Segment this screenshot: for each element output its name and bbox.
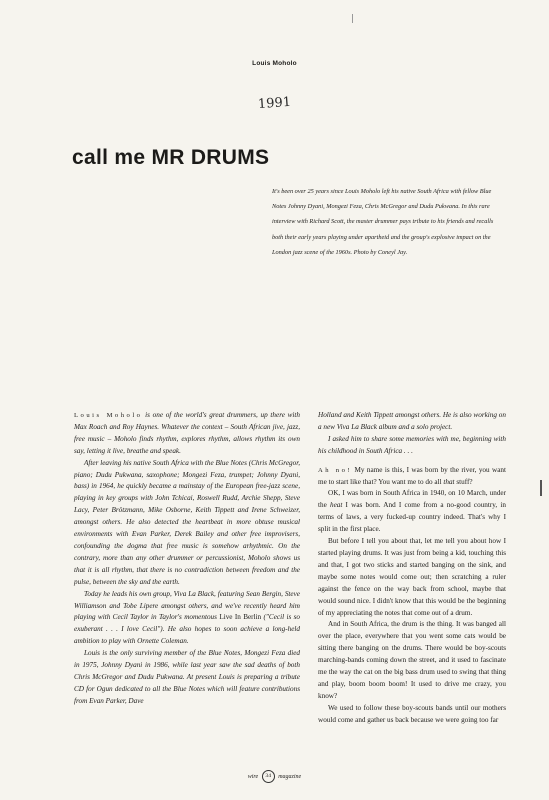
answer-lead: Ah no!: [318, 466, 353, 474]
answer-text-a: My name is this, I was born by the river, you want me to start like that? You want me to do all: [318, 465, 506, 486]
answer-paragraph: We used to follow these boy-scouts bands until our mothers would come and gather us back because we were going too far: [318, 703, 506, 724]
handwritten-year: 1991: [257, 94, 292, 113]
margin-mark: [352, 14, 353, 23]
article-intro-column: [74, 410, 300, 708]
answer-text-b: I was born. And I come from a no-good country, in terms of laws, a very fucked-up country indeed. That's why I split in the first place.: [318, 501, 506, 534]
page-number: 34: [262, 770, 275, 783]
standfirst: It's been over 25 years since Louis Moholo left his native South Africa with fellow Blue Notes Johnny Dyani, Mongezi Feza, Chris McGregor and Dudu Pukwana. In this rare interview with Richard Scott, the master drummer pays tribute to his friends and recalls both their early years playing under apartheid and the group's explosive impact on the London jazz scene of the 1960s. Photo by Coneyl Jay.: [272, 188, 494, 256]
magazine-name-left: wire: [247, 773, 259, 780]
p3-text-b: ("Cecil is so exuberant . . . I love Cecil"). He also hopes to soon achieve a long-held ambition to play with Ornette Coleman.: [74, 613, 300, 646]
answer-text-a: OK, I was born in South Africa in 1940, on 10 March, under the: [318, 489, 506, 510]
page-title: call me MR DRUMS: [72, 146, 270, 169]
album-title: Live In Berlin: [219, 613, 262, 622]
intro-continued: Holland and Keith Tippett amongst others. He is also working on a new Viva La Black album and a solo project.: [318, 411, 506, 431]
answer-paragraph: And in South Africa, the drum is the thing. It was banged all over the place, everywhere that you went some cats would be sitting there banging on the drums. There would be boy-scouts marching-bands coming down the street, and it used to fascinate me the way the cat on the big bass drum used to swing that thing and play, boom boom boom! It used to drive me crazy, you know?: [318, 620, 506, 700]
p3-text-a: Today he leads his own group, Viva La Black, featuring Sean Bergin, Steve Williamson and Tobe Lipere amongst others, and we've recently heard him playing with Cecil Taylor in Taylor's momentous: [74, 589, 300, 622]
interview-question: I asked him to share some memories with me, beginning with his childhood in South Africa . . .: [318, 434, 506, 455]
page-edge-mark: [540, 480, 542, 496]
page-footer: [0, 770, 549, 783]
intro-text: is one of the world's great drummers, up there with Max Roach and Roy Haynes. Whatever the context – South African jive, jazz, free music – Moholo finds rhythm, explores rhythm, allows rhythm its own say, letting it live, breathe and speak.: [74, 411, 300, 455]
answer-paragraph: [318, 488, 506, 536]
magazine-name-right: magazine: [278, 773, 302, 780]
answer-emphasis: that: [443, 477, 455, 486]
answer-paragraph: [318, 465, 506, 489]
current-projects-paragraph: [74, 589, 300, 649]
author-name-lead: Louis Moholo: [74, 412, 143, 419]
answer-emphasis: heat: [329, 501, 343, 510]
answer-text-b: stuff?: [454, 477, 473, 486]
intro-paragraph: [74, 410, 300, 458]
interview-column: [318, 410, 506, 727]
career-paragraph: After leaving his native South Africa with the Blue Notes (Chris McGregor, piano; Dudu Pukwana, saxophone; Mongezi Feza, trumpet; Johnny Dyani, bass) in 1964, he quickly became a mainstay of the European free-jazz scene, playing in key groups with John Tchicai, Roswell Rudd, Archie Shepp, Steve Lacy, Peter Brötzmann, Mike Osborne, Keith Tippett and Irene Schweizer, amongst others. He also detected the heartbeat in more obtuse musical environments with Evan Parker, Derek Bailey and other free improvisers, confounding the dogma that free music is somehow arhythmic. On the contrary, more than any other drummer or percussionist, Moholo shows us that it is all rhythm, that there is no contradiction between freedom and the pulse, between the sky and the earth.: [74, 458, 300, 586]
running-head: Louis Moholo: [252, 60, 297, 67]
blue-notes-paragraph: Louis is the only surviving member of the Blue Notes, Mongezi Feza died in 1975, Johnny Dyani in 1986, while last year saw the sad deaths of both Chris McGregor and Dudu Pukwana. At present Louis is preparing a tribute CD for Ogun dedicated to all the Blue Notes which will feature contributions from Evan Parker, Dave: [74, 649, 300, 705]
answer-paragraph: But before I tell you about that, let me tell you about how I started playing drums. It was just from being a kid, touching this and that, I got two sticks and started banging on the sink, and maybe some notes would come out; then scratching a ruler against the fence on the way back from school, maybe that would sound nice. I didn't know that this would be the beginning of my appreciating the notes that come out of a drum.: [318, 537, 506, 617]
